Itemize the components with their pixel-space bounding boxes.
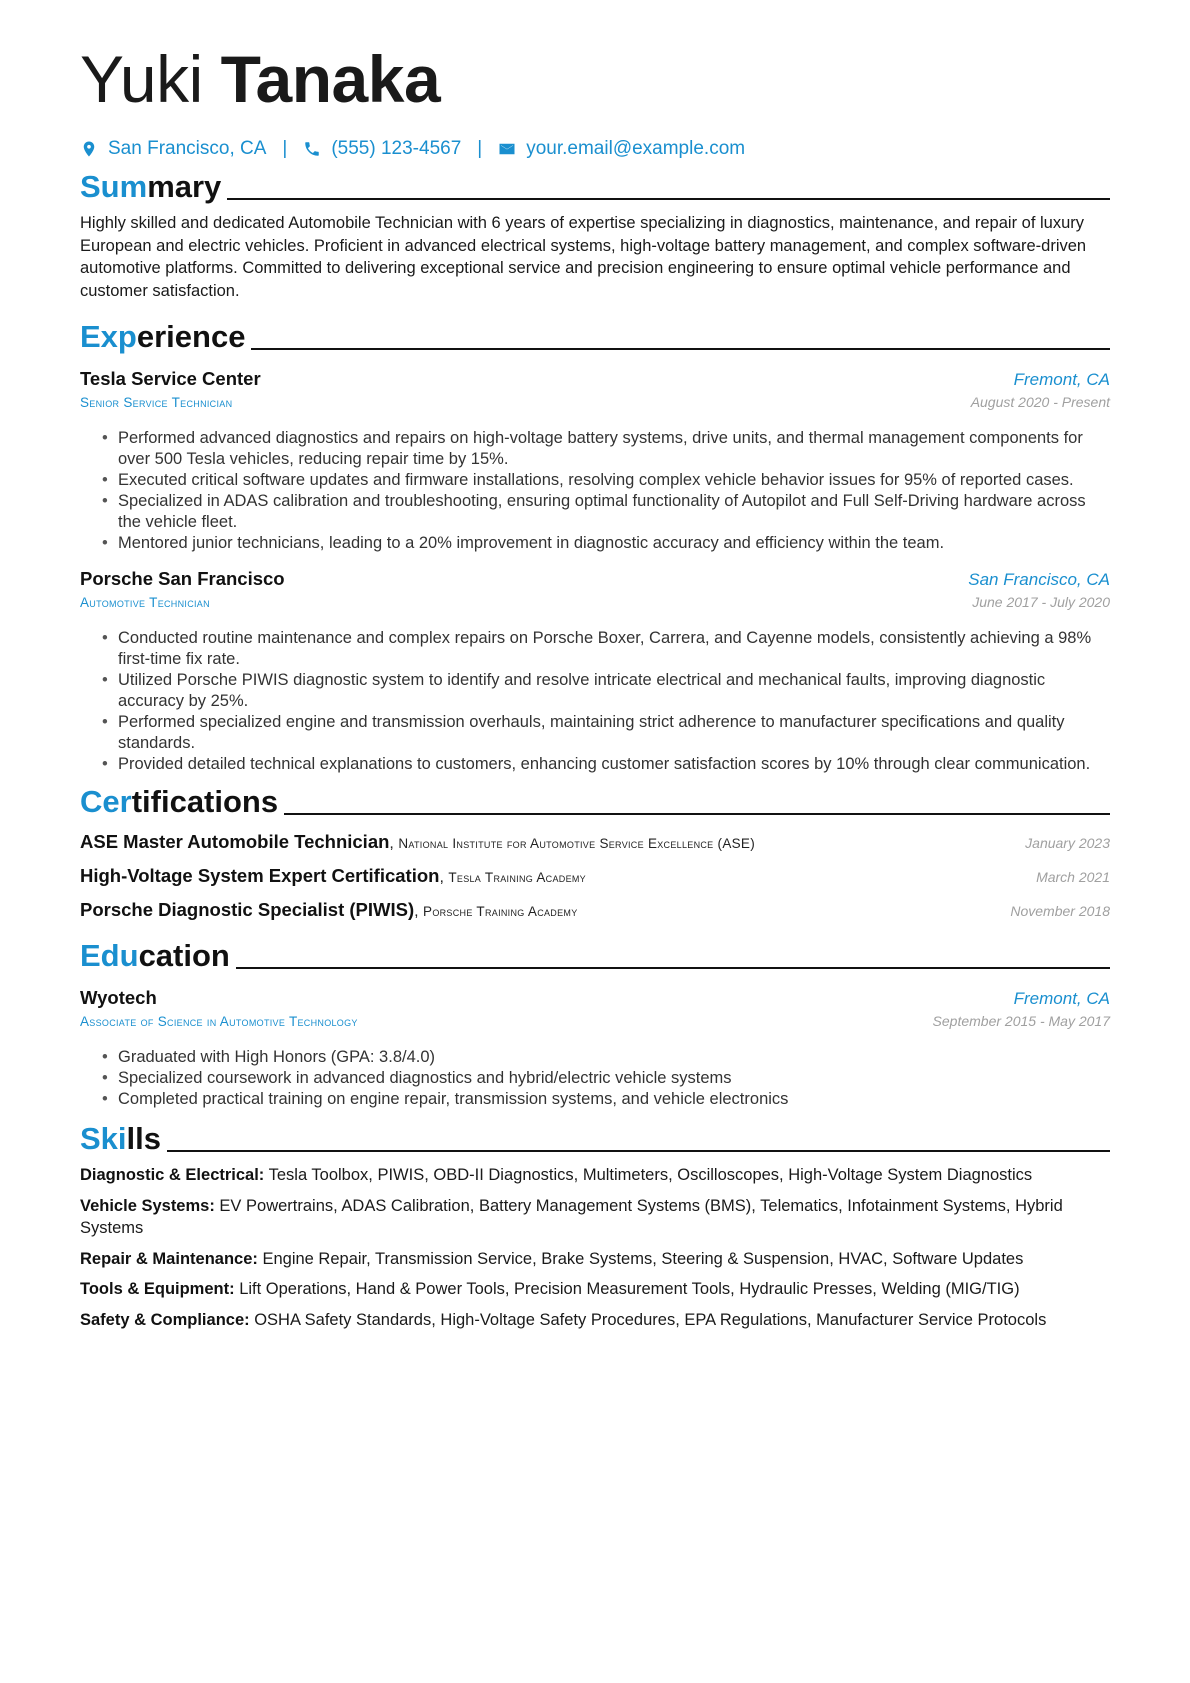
entry-role: Automotive Technician	[80, 595, 210, 610]
entry-location: Fremont, CA	[1013, 989, 1110, 1008]
entry-header	[80, 368, 1110, 390]
bullet-list	[80, 628, 1110, 775]
education-heading	[80, 939, 1110, 973]
bullet-item: • Specialized coursework in advanced diagnostics and hybrid/electric vehicle systems	[102, 1068, 1110, 1089]
organization-name: Tesla Service Center	[80, 368, 261, 389]
envelope-icon	[498, 140, 516, 158]
entry-role: Associate of Science in Automotive Technology	[80, 1014, 358, 1029]
certification-row	[80, 899, 1110, 921]
first-name: Yuki	[80, 42, 203, 116]
skill-values: OSHA Safety Standards, High-Voltage Safety Procedures, EPA Regulations, Manufacturer Service Protocols	[254, 1310, 1047, 1329]
experience-list	[80, 368, 1110, 775]
bullet-item: • Mentored junior technicians, leading to a 20% improvement in diagnostic accuracy and efficiency within the team.	[102, 533, 1110, 554]
certification-date: November 2018	[1010, 903, 1110, 919]
bullet-item: • Executed critical software updates and firmware installations, resolving complex vehicle behavior issues for 95% of reported cases.	[102, 470, 1110, 491]
phone-icon	[303, 140, 321, 158]
contact-separator: |	[477, 138, 483, 159]
contact-email[interactable]	[498, 138, 745, 160]
education-entry	[80, 987, 1110, 1110]
certification-row	[80, 865, 1110, 887]
entry-subheader	[80, 394, 1110, 410]
certification-comma: ,	[439, 869, 449, 886]
bullet-item: • Performed advanced diagnostics and repairs on high-voltage battery systems, drive units, and thermal management components for over 500 Tesla vehicles, reducing repair time by 15%.	[102, 428, 1110, 470]
experience-heading	[80, 320, 1110, 354]
section-title: Summary	[80, 169, 222, 204]
certification-comma: ,	[389, 835, 399, 852]
certifications-heading	[80, 785, 1110, 819]
certification-list	[80, 831, 1110, 921]
organization-name: Wyotech	[80, 987, 157, 1008]
location-text: San Francisco, CA	[108, 138, 267, 159]
certification-row	[80, 831, 1110, 853]
contact-bar	[80, 138, 1110, 160]
skill-values: Tesla Toolbox, PIWIS, OBD-II Diagnostics, Multimeters, Oscilloscopes, High-Voltage System Diagnostics	[268, 1166, 1033, 1184]
skill-row	[80, 1248, 1110, 1271]
section-title: Certifications	[80, 784, 279, 819]
skill-category: Vehicle Systems:	[80, 1196, 215, 1215]
bullet-item: • Conducted routine maintenance and complex repairs on Porsche Boxer, Carrera, and Cayenne models, consistently achieving a 98% first-time fix rate.	[102, 628, 1110, 670]
entry-header	[80, 987, 1110, 1009]
section-title: Skills	[80, 1121, 161, 1156]
summary-text: Highly skilled and dedicated Automobile Technician with 6 years of expertise specializing in diagnostics, maintenance, and repair of luxury European and electric vehicles. Proficient in advanced electrical systems, high-voltage battery management, and complex software-driven automotive platforms. Committed to delivering exceptional service and precision engineering to ensure optimal vehicle performance and customer satisfaction.	[80, 214, 1087, 300]
entry-dates: June 2017 - July 2020	[972, 594, 1110, 610]
section-rule	[251, 348, 1110, 350]
skill-category: Repair & Maintenance:	[80, 1249, 258, 1268]
certification-issuer: National Institute for Automotive Service Excellence (ASE)	[398, 836, 756, 851]
certification-date: March 2021	[1036, 869, 1110, 885]
entry-dates: August 2020 - Present	[970, 394, 1110, 410]
section-rule	[227, 198, 1110, 200]
certification-date: January 2023	[1025, 835, 1110, 851]
section-title: Experience	[80, 319, 246, 354]
section-title: Education	[80, 938, 230, 973]
bullet-list	[80, 1047, 1110, 1110]
skills-heading	[80, 1122, 1110, 1156]
skill-row	[80, 1195, 1110, 1240]
section-rule	[284, 813, 1110, 815]
contact-separator: |	[282, 138, 288, 159]
bullet-item: • Provided detailed technical explanations to customers, enhancing customer satisfaction scores by 10% through clear communication.	[102, 754, 1110, 775]
bullet-item: • Completed practical training on engine repair, transmission systems, and vehicle electronics	[102, 1089, 1110, 1110]
skill-category: Diagnostic & Electrical:	[80, 1166, 265, 1184]
contact-location	[80, 138, 266, 160]
summary-heading	[80, 170, 1110, 204]
skill-values: Lift Operations, Hand & Power Tools, Precision Measurement Tools, Hydraulic Presses, Welding (MIG/TIG)	[239, 1280, 1020, 1298]
entry-subheader	[80, 594, 1110, 610]
entry-role: Senior Service Technician	[80, 395, 233, 410]
email-link[interactable]: your.email@example.com	[526, 138, 746, 159]
section-rule	[167, 1150, 1110, 1152]
bullet-item: • Specialized in ADAS calibration and troubleshooting, ensuring optimal functionality of Autopilot and Full Self-Driving hardware across the vehicle fleet.	[102, 491, 1110, 533]
contact-phone[interactable]	[303, 138, 461, 160]
certification-issuer: Porsche Training Academy	[423, 904, 578, 919]
section-rule	[236, 967, 1110, 969]
entry-subheader	[80, 1013, 1110, 1029]
skill-row	[80, 1164, 1110, 1187]
map-pin-icon	[80, 140, 98, 158]
certification-title: Porsche Diagnostic Specialist (PIWIS)	[80, 899, 415, 920]
phone-text: (555) 123-4567	[331, 138, 462, 159]
skill-row	[80, 1309, 1110, 1332]
certification-issuer: Tesla Training Academy	[448, 870, 586, 885]
certification-text	[80, 831, 755, 853]
organization-name: Porsche San Francisco	[80, 568, 285, 589]
entry-location: Fremont, CA	[1013, 370, 1110, 389]
skill-category: Safety & Compliance:	[80, 1310, 250, 1329]
bullet-item: • Utilized Porsche PIWIS diagnostic system to identify and resolve intricate electrical and mechanical faults, improving diagnostic accuracy by 25%.	[102, 670, 1110, 712]
skill-category: Tools & Equipment:	[80, 1280, 235, 1298]
certification-text	[80, 865, 586, 887]
certification-title: ASE Master Automobile Technician	[80, 831, 390, 852]
education-list	[80, 987, 1110, 1110]
last-name: Tanaka	[220, 42, 441, 116]
bullet-item: • Graduated with High Honors (GPA: 3.8/4.0)	[102, 1047, 1110, 1068]
certification-comma: ,	[414, 903, 424, 920]
certification-text	[80, 899, 578, 921]
candidate-name	[80, 40, 1110, 118]
skill-values: Engine Repair, Transmission Service, Brake Systems, Steering & Suspension, HVAC, Software Updates	[262, 1249, 1024, 1268]
experience-entry	[80, 568, 1110, 775]
entry-location: San Francisco, CA	[968, 570, 1110, 589]
experience-entry	[80, 368, 1110, 554]
certification-title: High-Voltage System Expert Certification	[80, 865, 440, 886]
entry-dates: September 2015 - May 2017	[932, 1013, 1110, 1029]
bullet-list	[80, 428, 1110, 554]
skill-row	[80, 1278, 1110, 1301]
bullet-item: • Performed specialized engine and transmission overhauls, maintaining strict adherence to manufacturer specifications and quality standards.	[102, 712, 1110, 754]
skills-list	[80, 1164, 1110, 1331]
skill-values: EV Powertrains, ADAS Calibration, Battery Management Systems (BMS), Telematics, Infotainment Systems, Hybrid Systems	[80, 1196, 1063, 1237]
entry-header	[80, 568, 1110, 590]
